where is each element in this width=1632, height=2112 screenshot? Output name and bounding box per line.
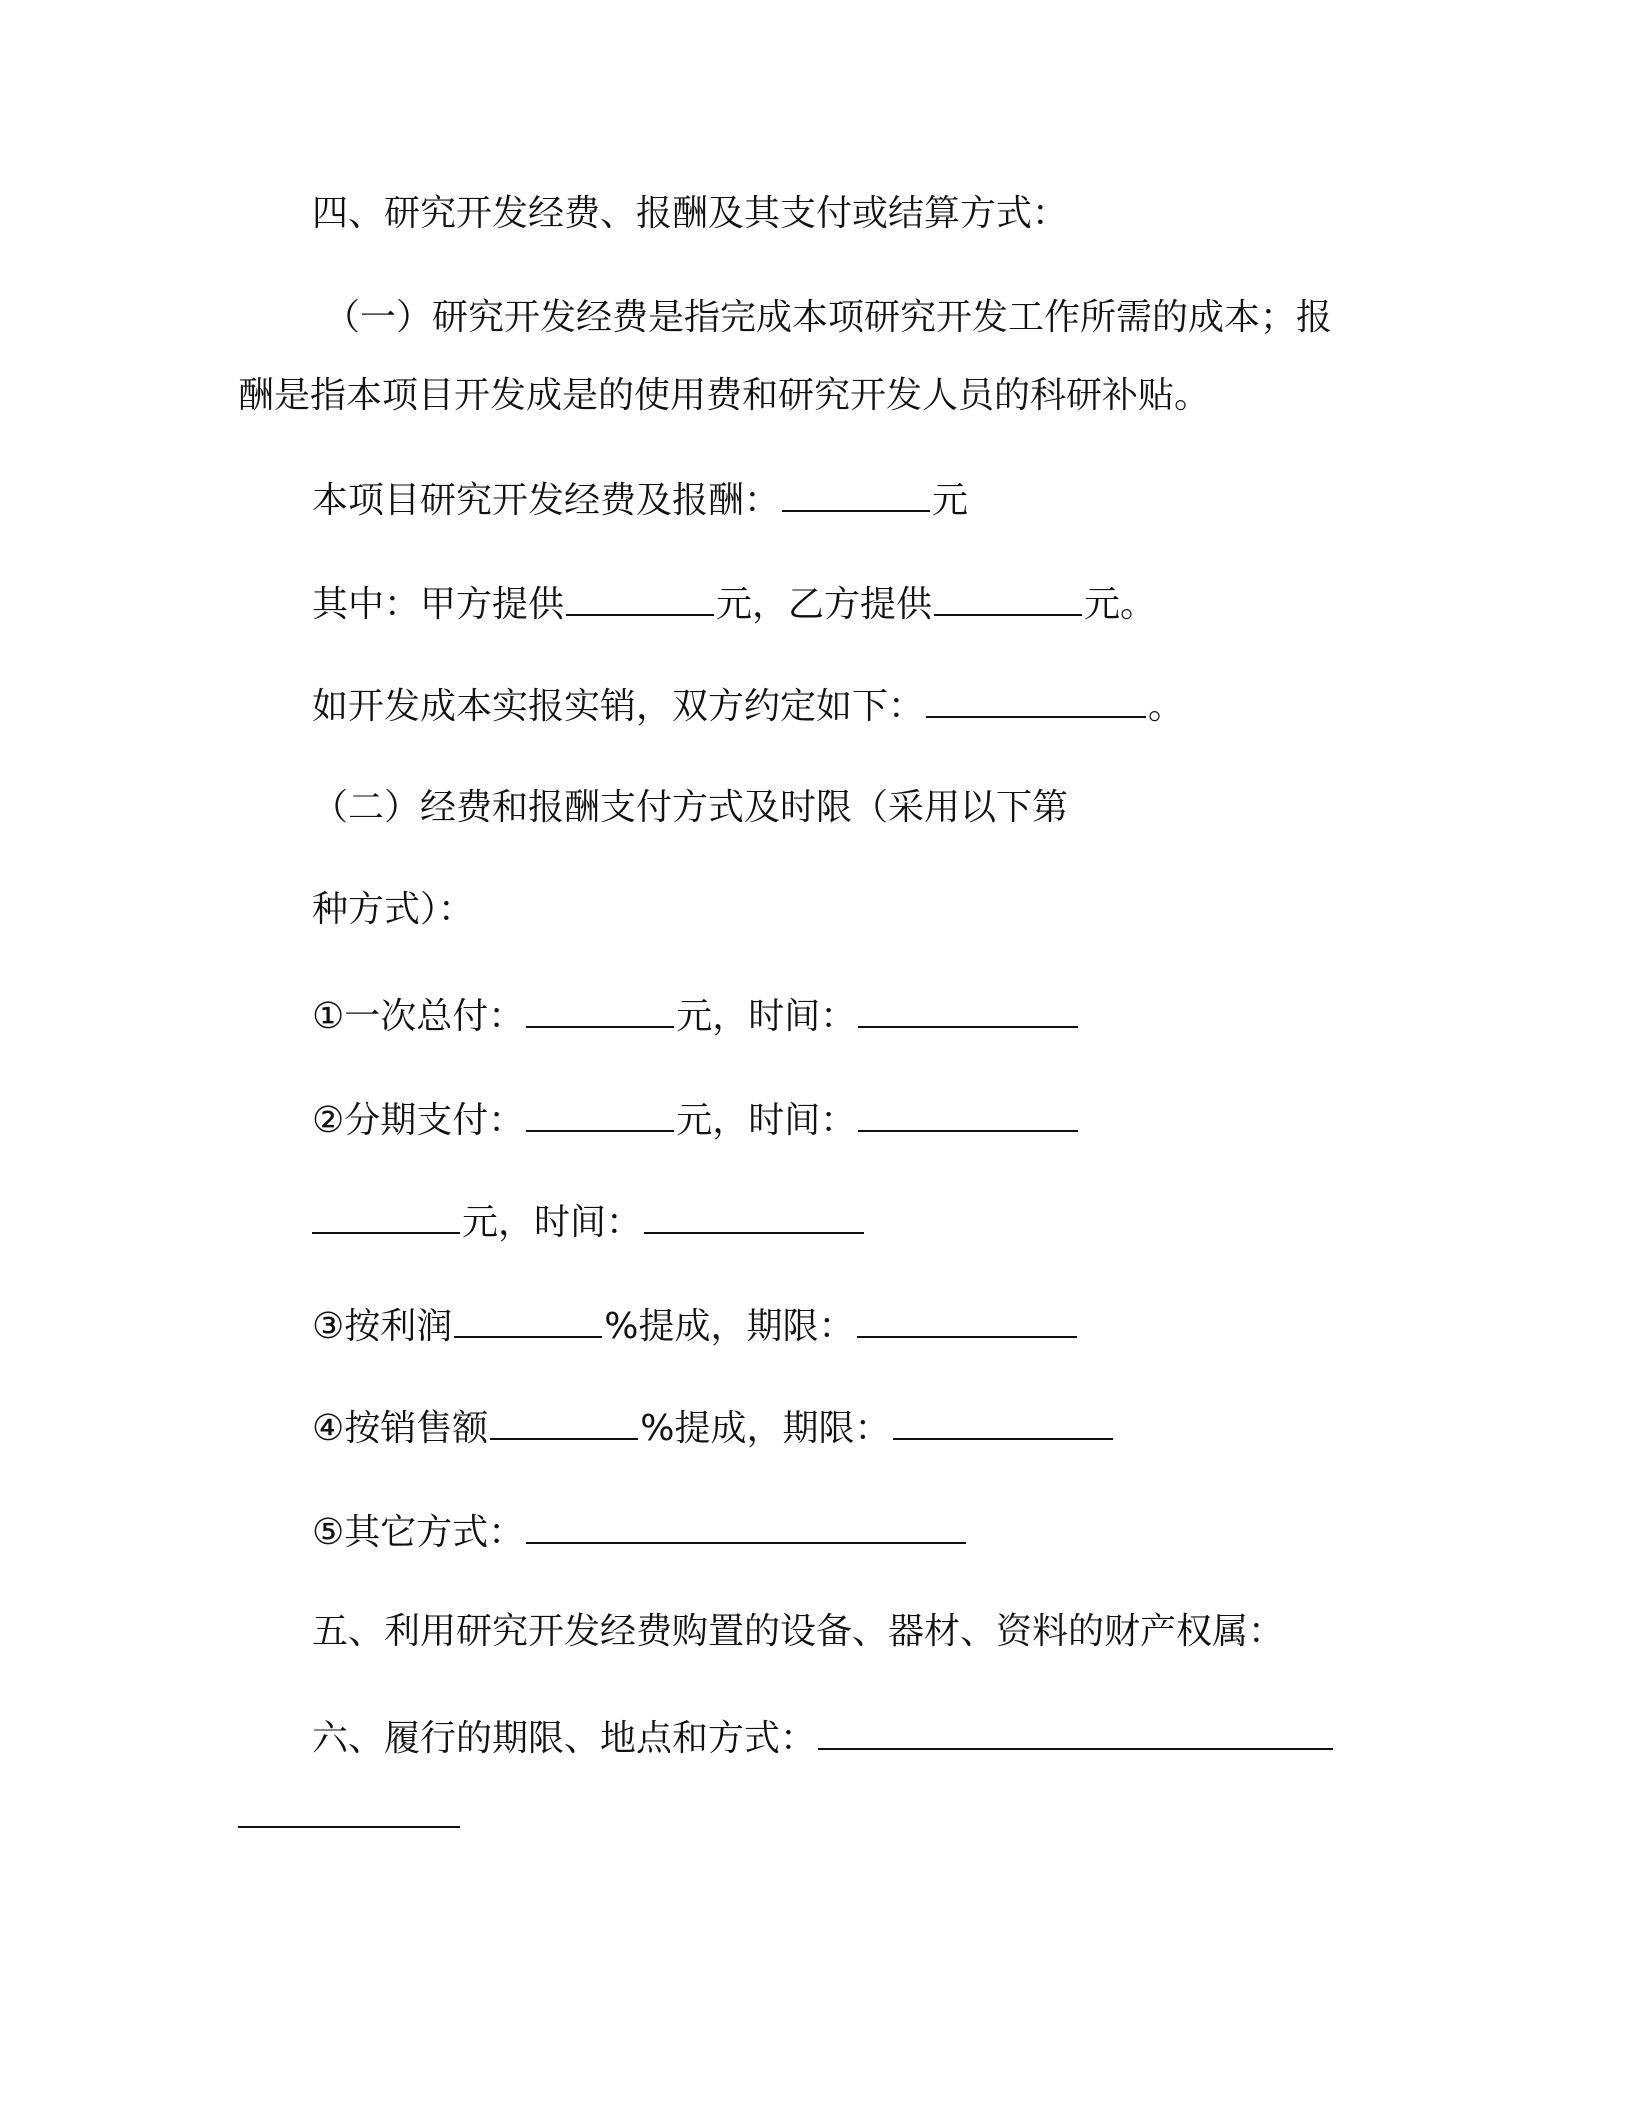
section-6-heading: 六、履行的期限、地点和方式： [312,1714,1335,1761]
other-method-blank[interactable] [526,1508,966,1544]
section-4-heading: 四、研究开发经费、报酬及其支付或结算方式： [312,193,1069,234]
option-4-line: ④按销售额 %提成，期限： [312,1404,1115,1451]
installment-amount-blank[interactable] [312,1198,460,1234]
total-fee-line: 本项目研究开发经费及报酬： 元 [312,476,968,523]
performance-terms-continuation-blank[interactable] [238,1826,460,1828]
option-2-line: ②分期支付： 元，时间： [312,1096,1080,1143]
option-5-line: ⑤其它方式： [312,1508,968,1555]
actual-cost-line: 如开发成本实报实销，双方约定如下： 。 [312,682,1184,729]
option-3-line: ③按利润 %提成，期限： [312,1302,1079,1349]
option-1-amount-blank[interactable] [526,992,674,1028]
installment-time-blank[interactable] [644,1198,864,1234]
option-2-amount-blank[interactable] [526,1096,674,1132]
fee-split-line: 其中：甲方提供 元，乙方提供 元。 [312,580,1156,627]
party-b-amount-blank[interactable] [934,580,1082,616]
option-1-time-blank[interactable] [858,992,1078,1028]
option-1-line: ①一次总付： 元，时间： [312,992,1080,1039]
performance-terms-blank[interactable] [818,1714,1333,1750]
total-fee-blank[interactable] [782,476,930,512]
option-4-deadline-blank[interactable] [893,1404,1113,1440]
option-2-time-blank[interactable] [858,1096,1078,1132]
profit-percent-blank[interactable] [454,1302,602,1338]
party-a-amount-blank[interactable] [566,580,714,616]
paragraph-2-line-2: 种方式）： [312,889,475,930]
paragraph-1-line-1: （一）研究开发经费是指完成本项研究开发工作所需的成本；报 [324,297,1333,338]
paragraph-1-line-2: 酬是指本项目开发成是的使用费和研究开发人员的科研补贴。 [238,375,1211,416]
actual-cost-blank[interactable] [926,682,1146,718]
paragraph-2-line-1: （二）经费和报酬支付方式及时限（采用以下第 [312,787,1069,828]
section-5-heading: 五、利用研究开发经费购置的设备、器材、资料的财产权属： [312,1611,1285,1652]
option-3-deadline-blank[interactable] [857,1302,1077,1338]
sales-percent-blank[interactable] [490,1404,638,1440]
option-2-installment-line: 元，时间： [312,1198,866,1245]
